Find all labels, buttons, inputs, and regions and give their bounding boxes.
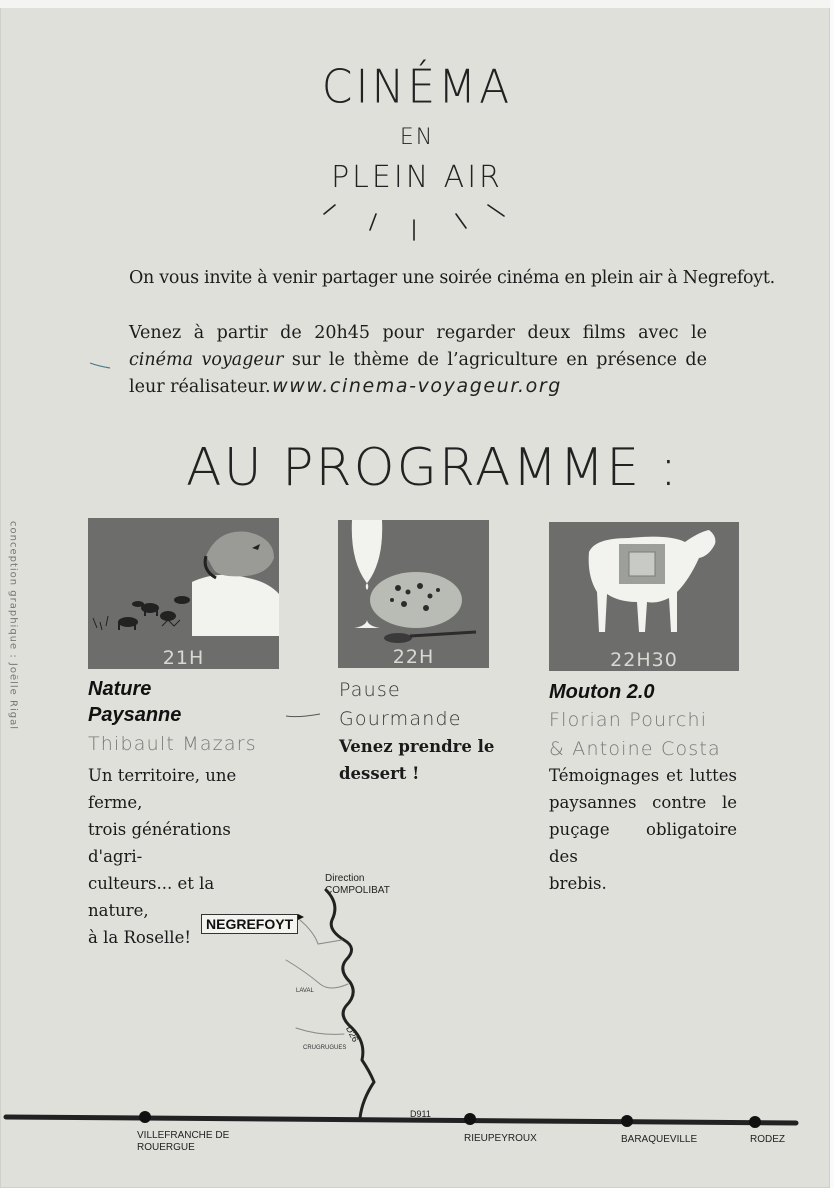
sun-rays-icon <box>310 200 520 250</box>
film-title-line: Nature <box>88 678 152 700</box>
map-crugrugues: CRUGRUGUES <box>303 1045 347 1051</box>
description-line: à la Roselle! <box>88 928 191 947</box>
description-line: Venez prendre le <box>339 737 495 756</box>
film-time: 22H30 <box>610 649 678 671</box>
town-rieupeyroux: RIEUPEYROUX <box>464 1133 537 1144</box>
website-url[interactable]: www.cinema-voyageur.org <box>272 375 562 397</box>
map-road-d26: D26 <box>343 1024 361 1044</box>
village-label-negrefoyt: NEGREFOYT <box>201 914 298 934</box>
film-director: Thibault Mazars <box>88 733 257 755</box>
town-baraqueville: BARAQUEVILLE <box>621 1134 698 1145</box>
description-line: trois générations d'agri- <box>88 820 231 866</box>
film-directors <box>549 706 721 764</box>
description-line: puçage obligatoire des <box>549 820 737 866</box>
film-title-mouton: Mouton 2.0 <box>549 681 655 703</box>
director-line: Florian Pourchi <box>549 709 708 731</box>
intro-text: On vous invite à venir partager une soirée cinéma en plein air à Negrefoyt. <box>129 268 775 288</box>
director-line: & Antoine Costa <box>549 738 721 760</box>
town-villefranche <box>137 1130 229 1154</box>
map-direction <box>325 873 390 897</box>
description-line: brebis. <box>549 874 607 893</box>
direction-line: Direction <box>325 873 365 884</box>
description-line: culteurs... et la nature, <box>88 874 215 920</box>
map-road-d911: D911 <box>410 1109 431 1119</box>
break-description <box>339 733 494 787</box>
town-rodez: RODEZ <box>750 1134 785 1145</box>
direction-line: COMPOLIBAT <box>325 885 390 896</box>
break-title-line: Gourmande <box>339 708 462 730</box>
description-line: Un territoire, une ferme, <box>88 766 237 812</box>
film-title-line: Paysanne <box>88 704 182 726</box>
description-line: dessert ! <box>339 764 420 783</box>
invite-part1: Venez à partir de 20h45 pour regarder deux films avec le <box>129 323 707 343</box>
title-plein-air: PLEIN AIR <box>331 160 503 195</box>
design-credit: conception graphique : Joëlle Rigal <box>7 521 19 730</box>
break-title <box>339 676 462 734</box>
title-cinema: CINÉMA <box>321 60 513 115</box>
town-line: ROUERGUE <box>137 1142 195 1153</box>
map-laval: LAVAL <box>296 988 314 994</box>
film-panel-pause-gourmande <box>338 520 489 668</box>
pen-mark-icon <box>284 708 324 722</box>
film-panel-mouton <box>549 522 739 671</box>
film-time: 21H <box>162 647 205 669</box>
film-time: 22H <box>392 646 435 668</box>
description-line: paysannes contre le <box>549 793 737 812</box>
film-panel-nature-paysanne <box>88 518 279 669</box>
invite-italic: cinéma voyageur <box>129 350 284 370</box>
invite-part2: sur le thème de l’agriculture en présence de leur réalisateur. <box>129 350 707 397</box>
film-title-nature-paysanne <box>88 676 181 728</box>
town-line: VILLEFRANCHE DE <box>137 1130 230 1141</box>
description-line: Témoignages et luttes <box>549 766 737 785</box>
programme-heading: AU PROGRAMME : <box>186 438 680 498</box>
title-en: EN <box>399 125 435 150</box>
paper-edge-top <box>0 0 834 8</box>
break-title-line: Pause <box>339 679 401 701</box>
pen-mark-icon <box>88 360 112 370</box>
